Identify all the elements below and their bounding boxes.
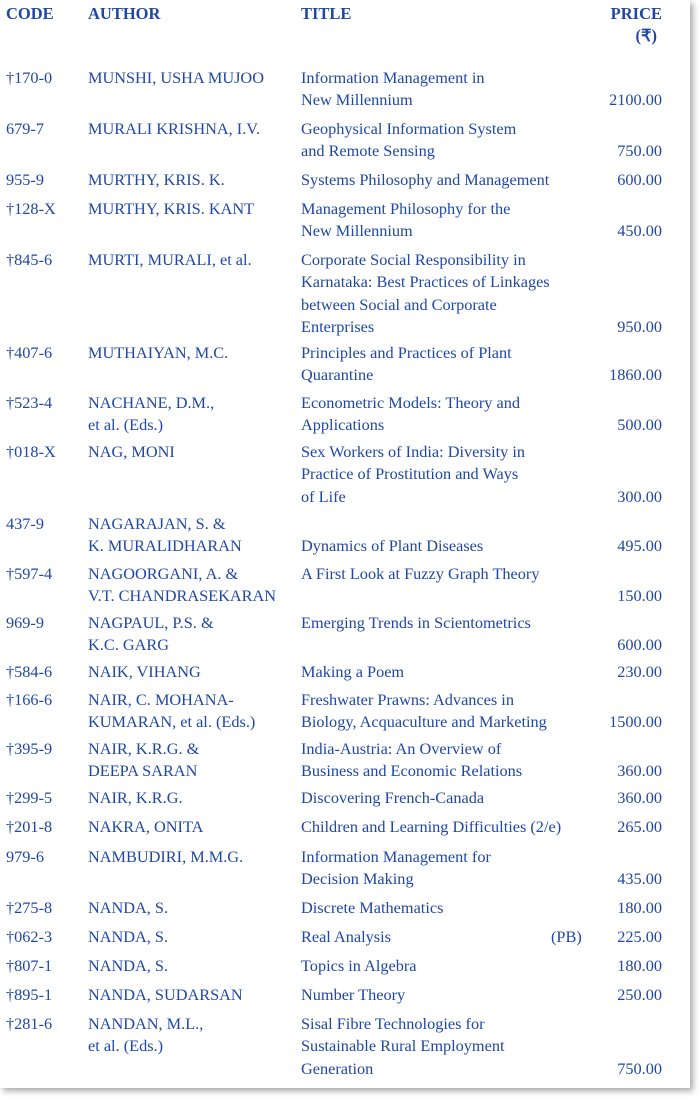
entry-author: [88, 198, 254, 220]
entry-price: 1500.00: [609, 712, 662, 732]
entry-title: [301, 392, 520, 437]
header-title: TITLE: [301, 4, 352, 23]
entry-author-line: NAGOORGANI, A. &: [88, 564, 239, 583]
entry-title-line: Topics in Algebra: [301, 956, 417, 975]
entry-code: †845-6: [6, 250, 53, 269]
entry-code: 955-9: [6, 170, 44, 189]
entry-title-line: Making a Poem: [301, 662, 405, 681]
entry-title-line: Freshwater Prawns: Advances in: [301, 690, 514, 709]
entry-code: †523-4: [6, 393, 53, 412]
entry-price: 230.00: [617, 662, 662, 681]
entry-code: 979-6: [6, 847, 44, 866]
entry-price: 500.00: [617, 415, 662, 435]
entry-price: 300.00: [617, 486, 662, 506]
entry-title-line: Generation: [301, 1058, 374, 1078]
entry-title-line: Biology, Acquaculture and Marketing: [301, 712, 547, 732]
entry-author-line: MURTHY, KRIS. KANT: [88, 199, 255, 218]
entry-author: [88, 1013, 203, 1058]
entry-title-line: New Millennium: [301, 90, 413, 110]
entry-author-line: NAG, MONI: [88, 442, 175, 461]
entry-title: [301, 198, 510, 243]
entry-title: [301, 513, 483, 558]
entry-author: [88, 897, 168, 919]
entry-author-line: KUMARAN, et al. (Eds.): [88, 712, 256, 732]
entry-code: †128-X: [6, 199, 56, 218]
entry-title-line: Children and Learning Difficulties (2/e): [301, 817, 562, 836]
entry-title: [301, 846, 491, 891]
entry-title-line: Information Management in: [301, 68, 485, 87]
entry-title-line: Geophysical Information System: [301, 119, 517, 138]
entry-title: [301, 897, 443, 919]
entry-author-line: et al. (Eds.): [88, 415, 164, 435]
entry-author-line: MUTHAIYAN, M.C.: [88, 343, 229, 362]
entry-title-line: between Social and Corporate: [301, 294, 497, 314]
entry-author-line: NAIR, C. MOHANA-: [88, 690, 234, 709]
header-code: CODE: [6, 4, 54, 23]
entry-title: [301, 612, 531, 634]
entry-author-line: NANDA, SUDARSAN: [88, 985, 243, 1004]
entry-title-line: Management Philosophy for the: [301, 199, 511, 218]
entry-price: 250.00: [617, 985, 662, 1004]
entry-author-line: NANDA, S.: [88, 898, 169, 917]
entry-author-line: NAIR, K.R.G.: [88, 788, 183, 807]
entry-code: †275-8: [6, 898, 53, 917]
entry-price: 180.00: [617, 956, 662, 975]
entry-author-line: NAGARAJAN, S. &: [88, 514, 226, 533]
entry-author: [88, 955, 168, 977]
entry-price: 600.00: [617, 170, 662, 189]
entry-author: [88, 689, 255, 734]
entry-author: [88, 342, 228, 364]
entry-title-line: Discrete Mathematics: [301, 898, 444, 917]
entry-title-line: Decision Making: [301, 869, 414, 889]
entry-price: 2100.00: [609, 90, 662, 110]
entry-author-line: et al. (Eds.): [88, 1036, 164, 1056]
entry-author-line: V.T. CHANDRASEKARAN: [88, 586, 277, 606]
entry-title-line: Sisal Fibre Technologies for: [301, 1014, 485, 1033]
entry-title-line: A First Look at Fuzzy Graph Theory: [301, 564, 540, 583]
entry-price: 750.00: [617, 141, 662, 161]
entry-title: [301, 67, 485, 112]
entry-title-line: Information Management for: [301, 847, 491, 866]
entry-title-line: Emerging Trends in Scientometrics: [301, 613, 531, 632]
entry-author-line: K. MURALIDHARAN: [88, 536, 242, 556]
entry-title-line: Econometric Models: Theory and: [301, 393, 520, 412]
entry-code: †170-0: [6, 68, 53, 87]
entry-author: [88, 926, 168, 948]
header-price: [611, 3, 662, 47]
entry-price: 495.00: [617, 536, 662, 556]
entry-code: †201-8: [6, 817, 53, 836]
entry-author-line: NAKRA, ONITA: [88, 817, 204, 836]
entry-author: [88, 513, 242, 558]
entry-author: [88, 846, 243, 868]
entry-author-line: NACHANE, D.M.,: [88, 393, 215, 412]
entry-title: [301, 738, 522, 783]
entry-author: [88, 612, 214, 657]
entry-title-line: Systems Philosophy and Management: [301, 170, 550, 189]
entry-title: [301, 1013, 504, 1080]
entry-code: †895-1: [6, 985, 53, 1004]
entry-author: [88, 67, 264, 89]
entry-title-line: Discovering French-Canada: [301, 788, 485, 807]
entry-author: [88, 441, 175, 463]
entry-title: [301, 169, 549, 191]
entry-author: [88, 563, 276, 608]
entry-author: [88, 392, 214, 437]
entry-title: [301, 689, 547, 734]
entry-title-line: Corporate Social Responsibility in: [301, 250, 526, 269]
header-price-label: PRICE: [610, 4, 662, 23]
entry-price: 150.00: [617, 586, 662, 606]
entry-title-line: Enterprises: [301, 317, 375, 337]
entry-title-line: Quarantine: [301, 365, 374, 385]
entry-author-line: MURTHY, KRIS. K.: [88, 170, 225, 189]
entry-author-line: NANDA, S.: [88, 927, 169, 946]
entry-code: †597-4: [6, 564, 53, 583]
entry-title-line: [301, 513, 483, 535]
entry-title-line: New Millennium: [301, 221, 413, 241]
entry-title-line: Applications: [301, 415, 385, 435]
header-author: AUTHOR: [88, 4, 161, 23]
entry-price: 225.00: [617, 927, 662, 946]
entry-title-line: Business and Economic Relations: [301, 761, 523, 781]
entry-author: [88, 787, 183, 809]
entry-price: 360.00: [617, 788, 662, 807]
entry-code: †395-9: [6, 739, 53, 758]
entry-author: [88, 118, 260, 140]
entry-title-line: Real Analysis: [301, 927, 391, 946]
entry-code: †807-1: [6, 956, 53, 975]
entry-author-line: MUNSHI, USHA MUJOO: [88, 68, 264, 87]
entry-title: [301, 955, 417, 977]
entry-title-line: Practice of Prostitution and Ways: [301, 464, 519, 484]
entry-title-line: Sex Workers of India: Diversity in: [301, 442, 526, 461]
entry-price: 180.00: [617, 898, 662, 917]
entry-price: 1860.00: [609, 365, 662, 385]
entry-price: 360.00: [617, 761, 662, 781]
entry-author: [88, 249, 252, 271]
entry-price: 600.00: [617, 635, 662, 655]
entry-title: [301, 342, 512, 387]
entry-code: 969-9: [6, 613, 44, 632]
entry-code: †018-X: [6, 442, 56, 461]
entry-author: [88, 816, 203, 838]
entry-title: [301, 441, 525, 508]
entry-price: 265.00: [617, 817, 662, 836]
entry-code: 437-9: [6, 514, 44, 533]
entry-author-line: DEEPA SARAN: [88, 761, 198, 781]
entry-title: [301, 787, 484, 809]
entry-author-line: NAIR, K.R.G. &: [88, 739, 200, 758]
entry-title-line: Dynamics of Plant Diseases: [301, 536, 484, 556]
entry-title-line: of Life: [301, 486, 346, 506]
entry-code: †281-6: [6, 1014, 53, 1033]
entry-price: 950.00: [617, 317, 662, 337]
entry-title: [301, 816, 561, 838]
entry-title: [301, 926, 391, 948]
entry-author-line: NANDA, S.: [88, 956, 169, 975]
entry-title: [301, 249, 550, 339]
entry-code: †062-3: [6, 927, 53, 946]
entry-author: [88, 661, 201, 683]
entry-author: [88, 984, 243, 1006]
entry-title-line: Number Theory: [301, 985, 406, 1004]
entry-title-line: India-Austria: An Overview of: [301, 739, 502, 758]
entry-code: †166-6: [6, 690, 53, 709]
entry-title: [301, 563, 539, 585]
entry-author-line: MURTI, MURALI, et al.: [88, 250, 252, 269]
entry-code: †407-6: [6, 343, 53, 362]
header-currency: (₹): [635, 26, 657, 45]
entry-author-line: NAGPAUL, P.S. &: [88, 613, 214, 632]
entry-title-line: and Remote Sensing: [301, 141, 435, 161]
entry-author: [88, 169, 225, 191]
entry-author-line: NAMBUDIRI, M.M.G.: [88, 847, 244, 866]
entry-title: [301, 984, 405, 1006]
entry-price: 450.00: [617, 221, 662, 241]
entry-title-line: Principles and Practices of Plant: [301, 343, 512, 362]
entry-author-line: NANDAN, M.L.,: [88, 1014, 204, 1033]
entry-author-line: K.C. GARG: [88, 635, 169, 655]
entry-code: 679-7: [6, 119, 44, 138]
entry-price: 750.00: [617, 1058, 662, 1078]
entry-code: †584-6: [6, 662, 53, 681]
entry-price: 435.00: [617, 869, 662, 889]
entry-code: †299-5: [6, 788, 53, 807]
entry-author-line: NAIK, VIHANG: [88, 662, 201, 681]
entry-title: [301, 661, 404, 683]
entry-title: [301, 118, 516, 163]
entry-author-line: MURALI KRISHNA, I.V.: [88, 119, 261, 138]
entry-binding-note: (PB): [551, 927, 582, 946]
entry-title-line: Sustainable Rural Employment: [301, 1036, 505, 1056]
entry-title-line: Karnataka: Best Practices of Linkages: [301, 272, 550, 292]
entry-author: [88, 738, 199, 783]
